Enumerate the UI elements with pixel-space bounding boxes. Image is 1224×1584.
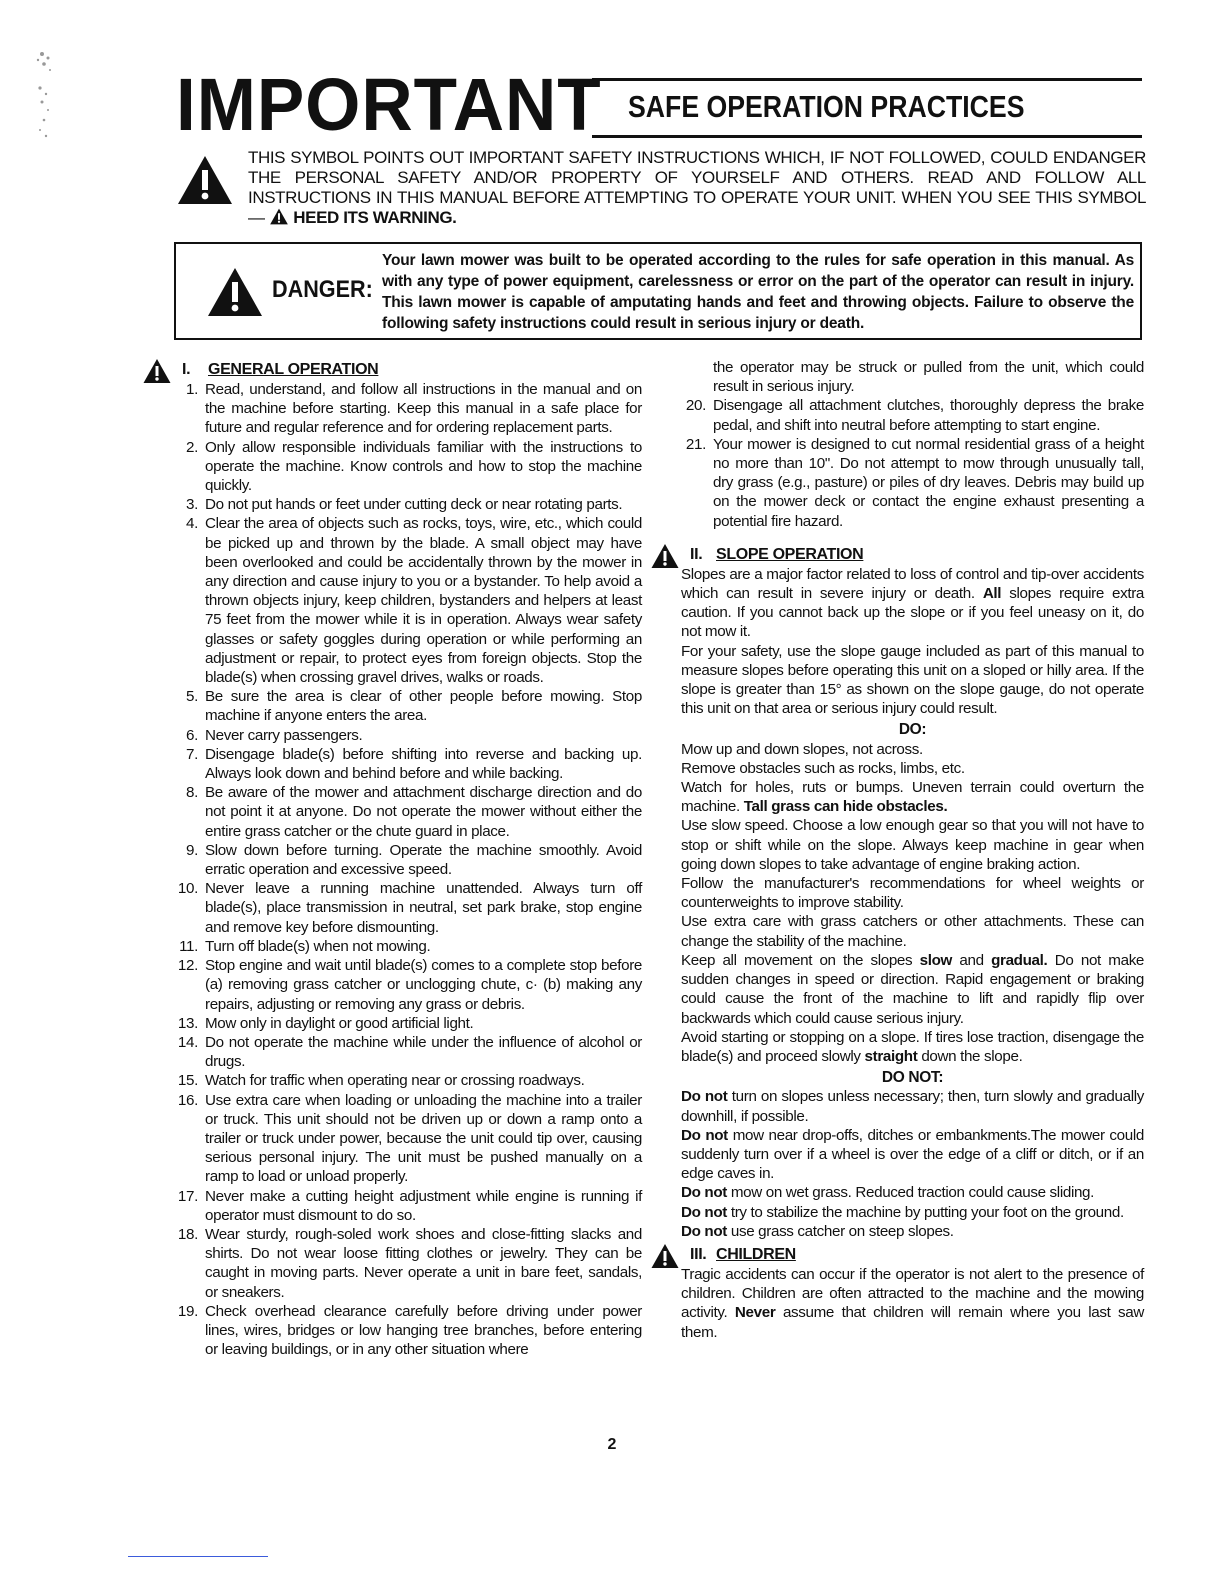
scan-artifact (24, 40, 64, 180)
item-number: 3. (186, 496, 198, 514)
text: turn on slopes unless necessary; then, turn slowly and gradually downhill, if possible. (681, 1088, 1144, 1125)
item-number: 19. (177, 1302, 198, 1320)
page-header (172, 63, 1142, 146)
do-not-item (650, 1222, 1144, 1241)
item-text: Never make a cutting height adjustment while engine is running if operator must dismount to do so. (205, 1187, 642, 1224)
do-item: Use slow speed. Choose a low enough gear so that you will not have to stop or shift while on the slope. Always keep machine in gear when going down slopes to take advantage of engine braking action. (681, 817, 1144, 873)
item-text: Slow down before turning. Operate the machine smoothly. Avoid erratic operation and excessive speed. (205, 841, 642, 879)
list-item-continuation (650, 358, 1144, 396)
text: Tragic accidents can occur if the operator is not alert to the presence of children. Children are often attracted to the machine and the mowing activity. (681, 1265, 1144, 1322)
do-item: Mow up and down slopes, not across. (681, 740, 923, 758)
item-text: Disengage all attachment clutches, thoroughly depress the brake pedal, and shift into neutral before attempting to start engine. (713, 397, 1144, 434)
warning-triangle-icon (650, 543, 680, 569)
general-operation-list-continued (650, 358, 1144, 531)
item-number: 14. (177, 1033, 198, 1051)
do-not-item (650, 1183, 1144, 1202)
text: slopes require extra caution. If you cannot back up the slope or if you feel uneasy on it, do not mow it. (681, 585, 1145, 641)
emphasis: All (982, 585, 1002, 603)
slope-gauge-paragraph: For your safety, use the slope gauge included as part of this manual to measure slopes before operating this unit on a sloped or hilly area. If the slope is greater than 15° as shown on the slope gauge, do not operate this unit on that area or serious injury could result. (681, 642, 1144, 718)
list-item (142, 879, 642, 937)
item-text: Use extra care when loading or unloading the machine into a trailer or truck. This unit should not be driven up or down a ramp onto a trailer or truck under power, because the unit could tip over, causing serious personal injury. The unit must be pushed manually on a ramp to load or unload properly. (205, 1091, 642, 1186)
item-text: Wear sturdy, rough-soled work shoes and close-fitting slacks and shirts. Do not wear loose fitting clothes or jewelry. They can be caught in moving parts. Never operate a unit in bare feet, sandals, or sneakers. (205, 1225, 642, 1301)
list-item (142, 937, 642, 956)
section-children-heading (650, 1245, 1144, 1265)
emphasis: Do not (681, 1126, 728, 1144)
list-item (142, 956, 642, 1014)
item-number: 15. (177, 1072, 198, 1090)
do-item (650, 1028, 1144, 1066)
item-number: 7. (186, 745, 198, 763)
do-item: Remove obstacles such as rocks, limbs, etc. (681, 759, 965, 777)
do-item: Use extra care with grass catchers or other attachments. These can change the stability of the machine. (681, 913, 1144, 950)
item-number: 16. (177, 1091, 198, 1109)
warning-triangle-icon (176, 154, 234, 206)
list-item (142, 841, 642, 879)
text: assume that children will remain where you last saw them. (681, 1304, 1145, 1341)
item-text: Only allow responsible individuals familiar with the instructions to operate the machine. Know controls and how to stop the machine quickly. (205, 438, 642, 495)
item-number: 8. (186, 784, 198, 802)
do-item (650, 951, 1144, 1028)
text: Slopes are a major factor related to loss of control and tip-over accidents which can result in severe injury or death. (681, 565, 1144, 603)
item-text: Be aware of the mower and attachment discharge direction and do not point it at anyone. Do not operate the mower without either the entire grass catcher or the chute guard in place. (205, 784, 642, 840)
list-item (142, 380, 642, 438)
item-number: 17. (177, 1187, 198, 1205)
item-text: Mow only in daylight or good artificial light. (205, 1014, 474, 1032)
emphasis: Never (734, 1304, 776, 1322)
item-text: Do not put hands or feet under cutting deck or near rotating parts. (205, 496, 623, 514)
left-column (142, 360, 642, 1359)
page-number: 2 (607, 1436, 617, 1453)
item-number: 21. (685, 435, 706, 453)
right-column (650, 358, 1144, 1342)
do-not-heading: DO NOT: (881, 1069, 944, 1087)
list-item (142, 1071, 642, 1090)
warning-triangle-icon (269, 208, 289, 225)
slope-paragraph (650, 565, 1144, 642)
text: try to stabilize the machine by putting your foot on the ground. (730, 1203, 1124, 1221)
section-title: GENERAL OPERATION (208, 361, 379, 378)
section-title: CHILDREN (716, 1245, 796, 1263)
item-number: 12. (177, 957, 198, 975)
item-text: Never carry passengers. (205, 726, 363, 744)
text: Avoid starting or stopping on a slope. If tires lose traction, disengage the blade(s) and proceed slowly (681, 1028, 1144, 1065)
intro-text (248, 148, 1146, 228)
list-item (650, 396, 1144, 434)
list-item (142, 783, 642, 841)
do-item: Follow the manufacturer's recommendations for wheel weights or counterweights to improve stability. (681, 875, 1144, 912)
item-text: Turn off blade(s) when not mowing. (205, 937, 431, 955)
sub-title-rule (592, 78, 1142, 138)
emphasis: Do not (681, 1222, 727, 1240)
warning-triangle-icon (206, 266, 264, 318)
safe-operation-title: SAFE OPERATION PRACTICES (628, 89, 1025, 124)
text: Do not make sudden changes in speed or direction. Rapid engagement or braking could cause the front of the machine to lift and rapidly flip over backwards which could cause serious injury. (681, 951, 1145, 1027)
list-item (142, 1014, 642, 1033)
footer-rule (128, 1556, 268, 1557)
text: use grass catcher on steep slopes. (730, 1222, 954, 1240)
item-text: Stop engine and wait until blade(s) comes to a complete stop before (a) removing grass catcher or unclogging chute, c· (b) making any repairs, adjusting or removing any grass or debris. (205, 957, 642, 1013)
list-item (650, 435, 1144, 531)
list-item (142, 1225, 642, 1302)
item-number: 4. (186, 515, 198, 533)
warning-triangle-icon (650, 1243, 680, 1269)
intro-body: THIS SYMBOL POINTS OUT IMPORTANT SAFETY INSTRUCTIONS WHICH, IF NOT FOLLOWED, COULD ENDANGER THE PERSONAL SAFETY AND/OR PROPERTY OF YOURSELF AND OTHERS. READ AND FOLLOW ALL INSTRUCTIONS IN THIS MANUAL BEFORE ATTEMPTING TO OPERATE YOUR UNIT. WHEN YOU SEE THIS SYMBOL— (248, 148, 1146, 227)
text: down the slope. (921, 1047, 1023, 1065)
item-number: 13. (177, 1014, 198, 1032)
emphasis: gradual. (991, 951, 1048, 969)
list-item (142, 1302, 642, 1360)
general-operation-list (142, 380, 642, 1359)
danger-label: DANGER: (272, 276, 373, 303)
section-number: III. (690, 1245, 707, 1263)
item-text: Your mower is designed to cut normal residential grass of a height no more than 10". Do not attempt to mow through unusually tall, dry grass (e.g., pasture) or piles of dry leaves. Debris may build up on the mower deck or contact the engine exhaust presenting a potential fire hazard. (713, 435, 1144, 530)
text: and (959, 951, 984, 969)
section-number: II. (690, 545, 703, 563)
list-item (142, 745, 642, 783)
item-text: Check overhead clearance carefully before driving under power lines, wires, bridges or low hanging tree branches, before entering or leaving buildings, or in any other situation where (205, 1302, 642, 1359)
item-text: Disengage blade(s) before shifting into reverse and backing up. Always look down and behind before and while backing. (205, 745, 642, 783)
section-general-operation-heading (142, 360, 642, 380)
text: Keep all movement on the slopes (681, 951, 913, 969)
list-item (142, 1091, 642, 1187)
item-text: Read, understand, and follow all instructions in the manual and on the machine before starting. Keep this manual in a safe place for future and regular reference and for ordering replacement parts. (205, 381, 642, 437)
list-item (142, 1033, 642, 1071)
danger-text: Your lawn mower was built to be operated according to the rules for safe operation in this manual. As with any type of power equipment, carelessness or error on the part of the operator can result in injury. This lawn mower is capable of amputating hands and feet and throwing objects. Failure to observe the following safety instructions could result in serious injury or death. (382, 252, 1134, 332)
danger-box (174, 242, 1142, 340)
important-title: IMPORTANT (176, 63, 602, 146)
section-title: SLOPE OPERATION (716, 545, 864, 563)
item-number: 20. (685, 397, 706, 415)
emphasis: straight (864, 1047, 918, 1065)
item-number: 9. (186, 841, 198, 859)
section-slope-operation-heading (650, 545, 1144, 565)
item-number: 6. (186, 726, 198, 744)
emphasis: Tall grass can hide obstacles. (743, 798, 948, 816)
do-not-item (650, 1087, 1144, 1125)
emphasis: slow (919, 951, 953, 969)
item-text: Clear the area of objects such as rocks, toys, wire, etc., which could be picked up and thrown by the blade. A small object may have been overlooked and could be accidentally thrown by the mower in any direction and cause injury to you or a bystander. To help avoid a thrown objects injury, keep children, bystanders and helpers at least 75 feet from the mower while it is in operation. Always wear safety glasses or safety goggles during operation or while performing an adjustment or repair, to protect eyes from foreign objects. Stop the blade(s) when crossing gravel drives, walks or roads. (205, 515, 642, 687)
text: mow near drop-offs, ditches or embankments.The mower could suddenly turn over if a wheel is over the edge of a cliff or ditch, or if an edge caves in. (681, 1126, 1144, 1183)
do-item (650, 778, 1144, 816)
text: mow on wet grass. Reduced traction could cause sliding. (730, 1184, 1095, 1202)
list-item (142, 514, 642, 687)
text: Watch for holes, ruts or bumps. Uneven terrain could overturn the machine. (681, 779, 1144, 816)
item-number: 2. (186, 438, 198, 456)
list-item (142, 438, 642, 496)
item-number: 10. (177, 880, 198, 898)
list-item (142, 726, 642, 745)
emphasis: Do not (681, 1203, 727, 1221)
do-heading: DO: (898, 721, 927, 739)
item-text: Do not operate the machine while under the influence of alcohol or drugs. (205, 1033, 642, 1071)
emphasis: Do not (681, 1088, 728, 1106)
list-item (142, 687, 642, 725)
list-item (142, 495, 642, 514)
item-number: 1. (186, 381, 198, 398)
do-not-item (650, 1203, 1144, 1222)
emphasis: Do not (681, 1184, 727, 1202)
item-text: Be sure the area is clear of other people before mowing. Stop machine if anyone enters the area. (205, 688, 642, 725)
item-number: 18. (177, 1225, 198, 1243)
children-paragraph (650, 1265, 1144, 1342)
item-text: Never leave a running machine unattended. Always turn off blade(s), place transmission in neutral, set park brake, stop engine and remove key before dismounting. (205, 880, 642, 936)
item-number: 11. (179, 937, 198, 955)
section-number: I. (182, 361, 191, 378)
item-number: 5. (186, 688, 198, 706)
heed-warning: HEED ITS WARNING. (293, 208, 457, 227)
do-not-item (650, 1126, 1144, 1184)
list-item (142, 1187, 642, 1225)
item-text: Watch for traffic when operating near or crossing roadways. (205, 1072, 585, 1090)
item-text: the operator may be struck or pulled from the unit, which could result in serious injury. (713, 359, 1144, 396)
